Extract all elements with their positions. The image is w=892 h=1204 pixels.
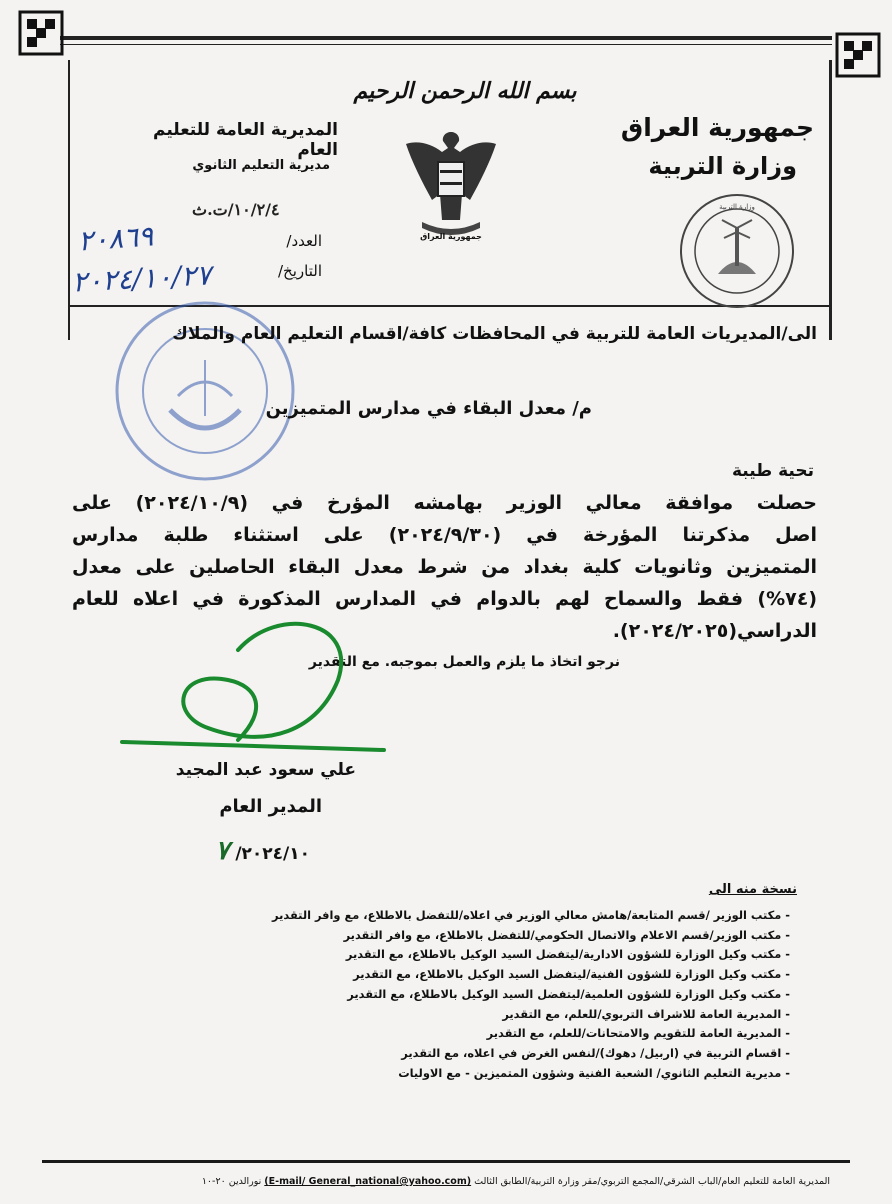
body-line-4: (٧٤%) فقط والسماح لهم بالدوام في المدارس المذكورة في اعلاه للعام [72, 588, 817, 610]
signature-date-handwritten: ٧ [215, 836, 230, 866]
footer-rule [42, 1160, 850, 1163]
subject-line: م/ معدل البقاء في مدارس المتميزين [265, 398, 592, 419]
signature-date-printed: ٢٠٢٤/١٠/ [235, 844, 310, 864]
directorate-title: المديرية العامة للتعليم العام [152, 120, 338, 160]
subdirectorate-title: مديرية التعليم الثانوي [192, 158, 330, 173]
number-handwritten: ٢٠٨٦٩ [76, 219, 155, 258]
cc-list [90, 906, 790, 1083]
republic-title: جمهورية العراق [620, 113, 814, 142]
cc-item: - مكتب وكيل الوزارة للشؤون الادارية/ليتفضل السيد الوكيل بالاطلاع، مع التقدير [90, 945, 790, 965]
cc-item: - المديرية العامة للاشراف التربوي/للعلم، مع التقدير [90, 1005, 790, 1025]
number-prefix: ١٠/٢/٤/ت.ث [192, 200, 280, 219]
cc-item: - اقسام التربية في (اربيل/ دهوك)/لنفس الغرض في اعلاه، مع التقدير [90, 1044, 790, 1064]
iraq-eagle-emblem-icon [402, 122, 500, 250]
ministry-title: وزارة التربية [648, 152, 797, 180]
body-line-2: اصل مذكرتنا المؤرخة في (٢٠٢٤/٩/٣٠) على استثناء طلبة مدارس [72, 524, 817, 546]
footer-extra: نورالدين ٢٠-١٠ [201, 1176, 262, 1187]
addressee-line: الى/المديريات العامة للتربية في المحافظات كافة/اقسام التعليم العام والملاك [172, 324, 817, 344]
cc-heading: نسخة منه الى [708, 882, 797, 897]
cc-item: - المديرية العامة للتقويم والامتحانات/للعلم، مع التقدير [90, 1024, 790, 1044]
footer-line [118, 1176, 830, 1187]
signature-scribble-icon [118, 610, 388, 780]
body-line-5: الدراسي(٢٠٢٤/٢٠٢٥). [612, 620, 817, 642]
frame-right [829, 60, 832, 340]
body-line-3: المتميزين وثانويات كلية بغداد من شرط معدل البقاء الحاصلين على معدل [72, 556, 817, 578]
frame-top [60, 36, 832, 40]
signatory-name: علي سعود عبد المجيد [175, 760, 356, 780]
frame-left [68, 60, 70, 340]
number-label: العدد/ [286, 232, 322, 250]
signatory-title: المدير العام [219, 796, 322, 817]
footer-email: (E-mail/ General_national@yahoo.com) [264, 1176, 472, 1187]
date-handwritten: ٢٠٢٤/١٠/٢٧ [71, 258, 212, 299]
frame-top-inner [60, 44, 832, 45]
corner-ornament-top-right-icon [835, 32, 881, 78]
corner-ornament-top-left-icon [18, 10, 64, 56]
footer-address: المديرية العامة للتعليم العام/الباب الشرقي/المجمع التربوي/مقر وزارة التربية/الطابق الثالث [474, 1176, 830, 1187]
cc-item: - مديرية التعليم الثانوي/ الشعبة الفنية وشؤون المتميزين - مع الاوليات [90, 1064, 790, 1084]
cc-item: - مكتب الوزير/قسم الاعلام والاتصال الحكومي/للتفضل بالاطلاع، مع وافر التقدير [90, 926, 790, 946]
date-label: التاريخ/ [278, 262, 322, 280]
seal-text: وزارة التربية [719, 203, 755, 211]
cc-item: - مكتب وكيل الوزارة للشؤون العلمية/ليتفضل السيد الوكيل بالاطلاع، مع التقدير [90, 985, 790, 1005]
basmala: بسم الله الرحمن الرحيم [353, 78, 577, 104]
closing-line: نرجو اتخاذ ما يلزم والعمل بموجبه. مع التقدير [308, 654, 620, 670]
body-line-1: حصلت موافقة معالي الوزير بهامشه المؤرخ في (٢٠٢٤/١٠/٩) على [72, 492, 817, 514]
signature-date [215, 836, 310, 866]
cc-item: - مكتب الوزير /قسم المتابعة/هامش معالي الوزير في اعلاه/للتفضل بالاطلاع، مع وافر التقدير [90, 906, 790, 926]
emblem-caption: جمهورية العراق [420, 232, 482, 241]
cc-item: - مكتب وكيل الوزارة للشؤون الفنية/ليتفضل السيد الوكيل بالاطلاع، مع التقدير [90, 965, 790, 985]
greeting: تحية طيبة [731, 461, 814, 481]
